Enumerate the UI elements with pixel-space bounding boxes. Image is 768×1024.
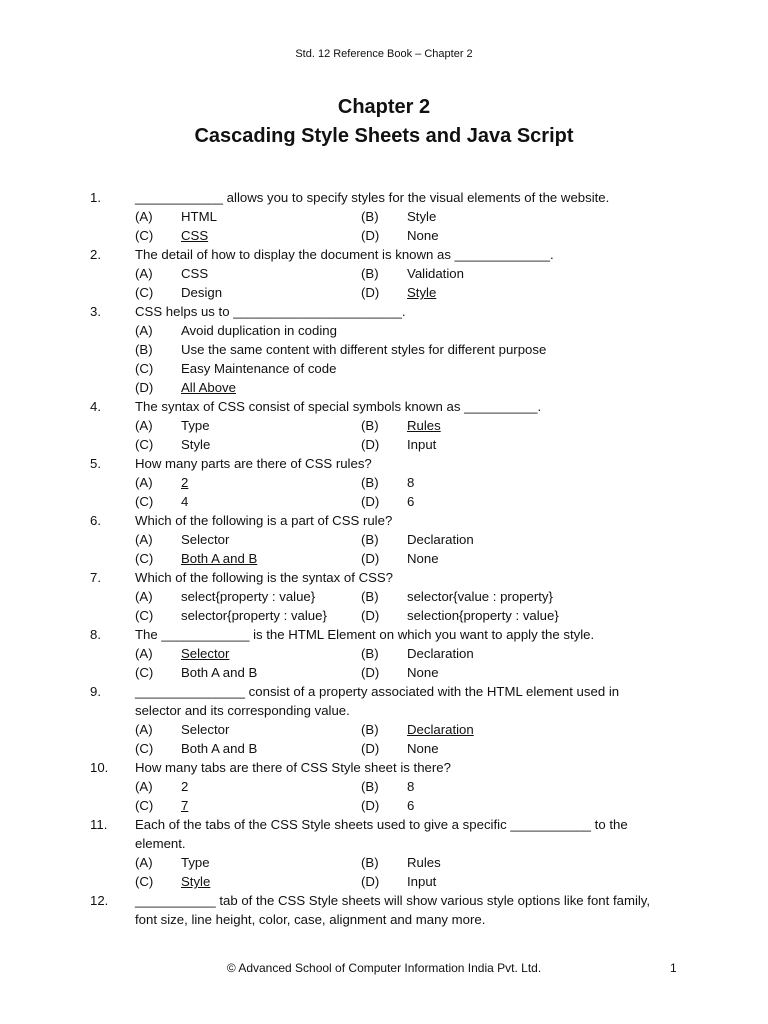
option-text: Type (181, 855, 210, 870)
question-number: 12. (90, 893, 109, 908)
option-row (0, 416, 768, 435)
question-item (0, 188, 768, 245)
question-text: ____________ allows you to specify styles for the visual elements of the website. (135, 190, 610, 205)
correct-answer: Selector (181, 646, 230, 661)
question-line (0, 834, 768, 853)
option-key: (A) (135, 589, 153, 604)
question-line (0, 891, 768, 910)
option-key: (A) (135, 779, 153, 794)
option-key: (C) (135, 741, 154, 756)
option-text: Use the same content with different styles for different purpose (181, 342, 547, 357)
option-key: (C) (135, 608, 154, 623)
option-key: (D) (361, 874, 380, 889)
correct-answer: All Above (181, 380, 236, 395)
option-row (0, 872, 768, 891)
option-key: (D) (361, 608, 380, 623)
option-text: Easy Maintenance of code (181, 361, 337, 376)
option-text: Both A and B (181, 665, 258, 680)
question-text: How many parts are there of CSS rules? (135, 456, 372, 471)
question-text: Which of the following is the syntax of CSS? (135, 570, 394, 585)
page-number: 1 (670, 961, 677, 975)
option-key: (B) (361, 266, 379, 281)
option-row (0, 853, 768, 872)
option-text: Selector (181, 532, 230, 547)
option-text: Style (181, 437, 211, 452)
option-text: Validation (407, 266, 464, 281)
option-key: (C) (135, 285, 154, 300)
chapter-number: Chapter 2 (337, 96, 431, 118)
option-text: HTML (181, 209, 217, 224)
option-text: Style (407, 209, 437, 224)
option-key: (D) (361, 741, 380, 756)
option-key: (D) (361, 665, 380, 680)
option-key: (C) (135, 437, 154, 452)
option-text: Both A and B (181, 741, 258, 756)
option-row (0, 739, 768, 758)
question-item (0, 625, 768, 682)
correct-answer: Rules (407, 418, 441, 433)
option-text: Avoid duplication in coding (181, 323, 337, 338)
option-text: selector{property : value} (181, 608, 327, 623)
question-line (0, 910, 768, 929)
option-row (0, 340, 768, 359)
question-line (0, 454, 768, 473)
correct-answer: Both A and B (181, 551, 258, 566)
question-line (0, 188, 768, 207)
question-line (0, 511, 768, 530)
option-row (0, 207, 768, 226)
option-key: (C) (135, 665, 154, 680)
option-key: (D) (361, 551, 380, 566)
option-key: (D) (361, 285, 380, 300)
question-number: 2. (90, 247, 101, 262)
copyright-text: © Advanced School of Computer Information India Pvt. Ltd. (226, 961, 542, 975)
option-text: Selector (181, 722, 230, 737)
option-key: (B) (361, 589, 379, 604)
option-text: selection{property : value} (407, 608, 559, 623)
option-text: None (407, 551, 439, 566)
option-key: (A) (135, 323, 153, 338)
question-item (0, 397, 768, 454)
option-row (0, 644, 768, 663)
option-key: (B) (361, 475, 379, 490)
correct-answer: Style (181, 874, 211, 889)
option-row (0, 321, 768, 340)
question-number: 1. (90, 190, 101, 205)
option-text: Declaration (407, 646, 474, 661)
correct-answer: 2 (181, 475, 189, 490)
question-text: The ____________ is the HTML Element on which you want to apply the style. (135, 627, 595, 642)
option-text: None (407, 228, 439, 243)
option-key: (B) (361, 722, 379, 737)
question-line (0, 815, 768, 834)
option-text: Input (407, 437, 437, 452)
option-key: (C) (135, 494, 154, 509)
question-text: The syntax of CSS consist of special symbols known as __________. (135, 399, 542, 414)
option-key: (A) (135, 855, 153, 870)
question-number: 11. (90, 817, 108, 832)
question-number: 6. (90, 513, 101, 528)
option-key: (D) (361, 494, 380, 509)
question-item (0, 245, 768, 302)
question-line (0, 397, 768, 416)
option-text: 8 (407, 475, 415, 490)
option-key: (B) (135, 342, 153, 357)
question-item (0, 511, 768, 568)
question-number: 4. (90, 399, 101, 414)
option-row (0, 264, 768, 283)
option-row (0, 530, 768, 549)
option-row (0, 663, 768, 682)
option-text: select{property : value} (181, 589, 316, 604)
option-text: None (407, 665, 439, 680)
question-line (0, 758, 768, 777)
option-row (0, 226, 768, 245)
question-line (0, 682, 768, 701)
option-key: (B) (361, 532, 379, 547)
option-row (0, 606, 768, 625)
option-key: (D) (361, 437, 380, 452)
option-key: (A) (135, 646, 153, 661)
question-text: selector and its corresponding value. (135, 703, 350, 718)
question-text: Which of the following is a part of CSS rule? (135, 513, 393, 528)
option-key: (C) (135, 361, 154, 376)
option-key: (B) (361, 646, 379, 661)
question-number: 10. (90, 760, 109, 775)
option-row (0, 796, 768, 815)
option-row (0, 720, 768, 739)
correct-answer: 7 (181, 798, 189, 813)
question-text: Each of the tabs of the CSS Style sheets used to give a specific ___________ to the (135, 817, 628, 832)
question-text: _______________ consist of a property associated with the HTML element used in (135, 684, 620, 699)
option-key: (A) (135, 722, 153, 737)
question-line (0, 568, 768, 587)
question-item (0, 891, 768, 929)
option-row (0, 549, 768, 568)
option-key: (A) (135, 475, 153, 490)
question-text: The detail of how to display the document is known as _____________. (135, 247, 554, 262)
option-text: 4 (181, 494, 189, 509)
option-key: (D) (361, 798, 380, 813)
option-text: 6 (407, 494, 415, 509)
option-key: (D) (361, 228, 380, 243)
page-header: Std. 12 Reference Book – Chapter 2 (295, 48, 473, 60)
question-number: 9. (90, 684, 101, 699)
correct-answer: Declaration (407, 722, 474, 737)
option-key: (B) (361, 418, 379, 433)
option-text: Design (181, 285, 223, 300)
option-key: (C) (135, 551, 154, 566)
option-row (0, 378, 768, 397)
question-number: 8. (90, 627, 101, 642)
option-row (0, 283, 768, 302)
question-text: ___________ tab of the CSS Style sheets will show various style options like font family, (135, 893, 651, 908)
question-number: 5. (90, 456, 101, 471)
option-text: None (407, 741, 439, 756)
option-text: Type (181, 418, 210, 433)
option-text: selector{value : property} (407, 589, 553, 604)
chapter-title (0, 93, 768, 151)
question-text: font size, line height, color, case, alignment and many more. (135, 912, 486, 927)
option-key: (C) (135, 798, 154, 813)
question-number: 3. (90, 304, 101, 319)
option-key: (A) (135, 266, 153, 281)
question-item (0, 454, 768, 511)
option-key: (B) (361, 855, 379, 870)
question-line (0, 625, 768, 644)
option-text: Rules (407, 855, 441, 870)
option-row (0, 359, 768, 378)
option-key: (C) (135, 228, 154, 243)
option-row (0, 435, 768, 454)
option-key: (B) (361, 779, 379, 794)
option-row (0, 777, 768, 796)
option-text: CSS (181, 266, 209, 281)
question-item (0, 568, 768, 625)
correct-answer: Style (407, 285, 437, 300)
question-number: 7. (90, 570, 101, 585)
option-key: (A) (135, 209, 153, 224)
option-row (0, 473, 768, 492)
option-text: Input (407, 874, 437, 889)
question-item (0, 682, 768, 758)
question-text: CSS helps us to _______________________. (135, 304, 406, 319)
option-text: 2 (181, 779, 189, 794)
option-row (0, 587, 768, 606)
question-item (0, 302, 768, 397)
option-key: (A) (135, 532, 153, 547)
option-text: 6 (407, 798, 415, 813)
question-line (0, 701, 768, 720)
question-item (0, 815, 768, 891)
option-row (0, 492, 768, 511)
question-line (0, 302, 768, 321)
option-key: (B) (361, 209, 379, 224)
question-list (0, 188, 768, 929)
correct-answer: CSS (181, 228, 209, 243)
option-text: 8 (407, 779, 415, 794)
option-key: (A) (135, 418, 153, 433)
option-key: (D) (135, 380, 154, 395)
question-line (0, 245, 768, 264)
option-text: Declaration (407, 532, 474, 547)
chapter-name: Cascading Style Sheets and Java Script (194, 125, 574, 147)
option-key: (C) (135, 874, 154, 889)
question-text: How many tabs are there of CSS Style sheet is there? (135, 760, 451, 775)
question-text: element. (135, 836, 186, 851)
question-item (0, 758, 768, 815)
